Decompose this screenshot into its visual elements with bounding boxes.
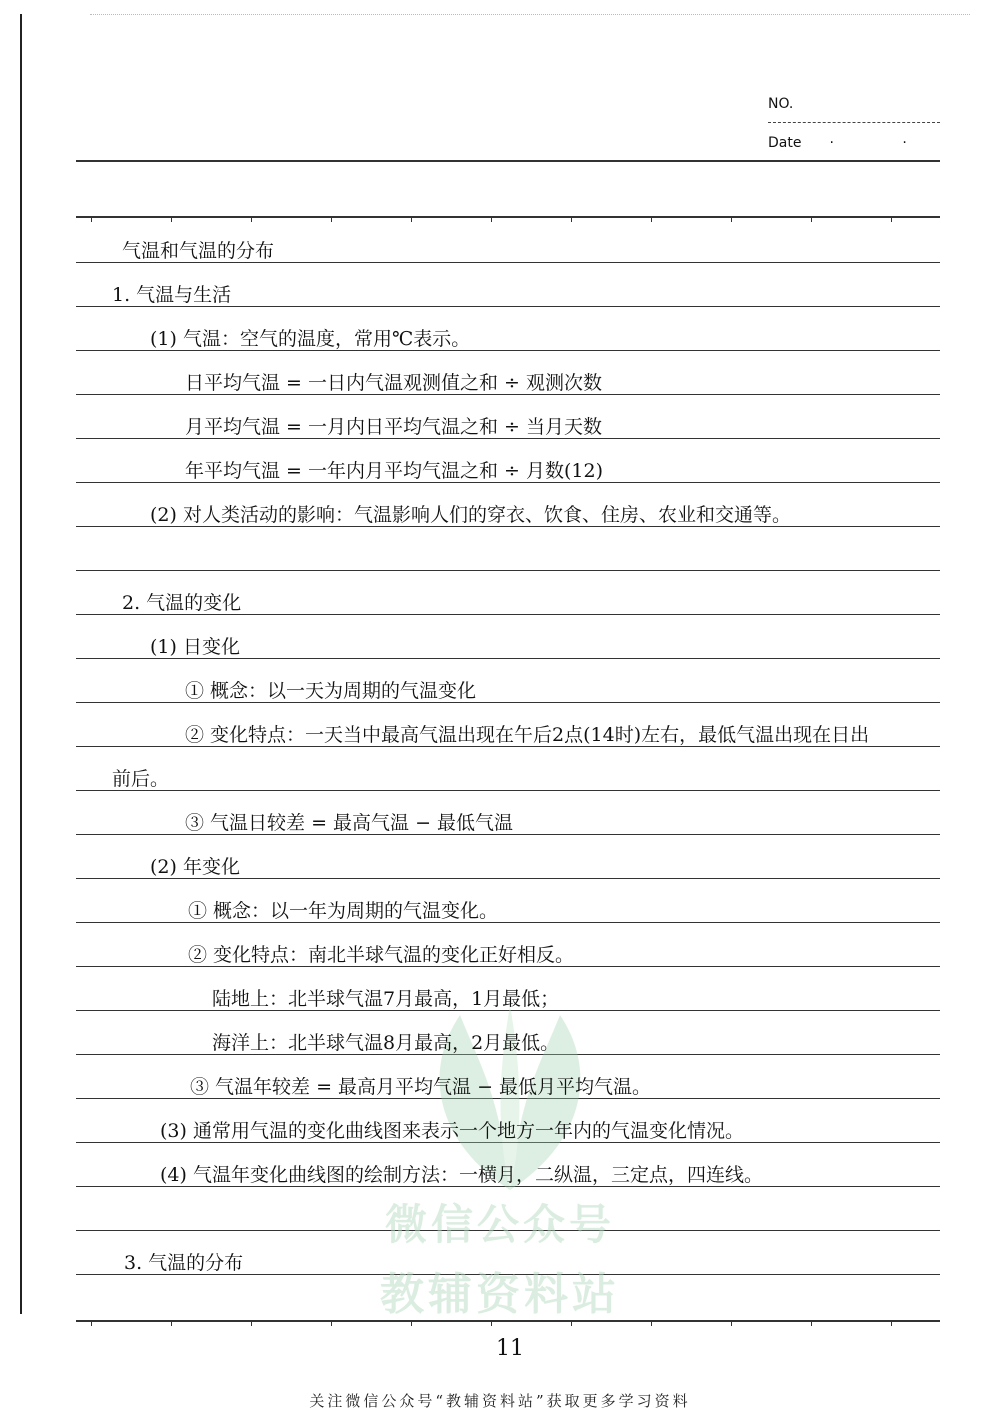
formula-line: ③ 气温日较差 = 最高气温 − 最低气温	[185, 812, 514, 834]
note-line: ② 变化特点：一天当中最高气温出现在午后2点(14时)左右，最低气温出现在日出	[185, 724, 870, 746]
note-line: ② 变化特点：南北半球气温的变化正好相反。	[188, 944, 575, 966]
ruled-line	[76, 306, 940, 307]
ruled-line	[76, 790, 940, 791]
date-dots: · ·	[829, 135, 939, 151]
subsection-heading: (1) 日变化	[150, 636, 240, 658]
ruled-line	[76, 482, 940, 483]
ruled-line	[76, 438, 940, 439]
ruled-line	[76, 262, 940, 263]
ruled-line	[76, 394, 940, 395]
formula-line: ③ 气温年较差 = 最高月平均气温 − 最低月平均气温。	[190, 1076, 652, 1098]
note-line: (1) 气温：空气的温度，常用℃表示。	[150, 328, 471, 350]
ruled-line	[76, 350, 940, 351]
date-field	[768, 135, 939, 151]
footer-note: 关注微信公众号“教辅资料站”获取更多学习资料	[309, 1392, 691, 1410]
section-heading: 2. 气温的变化	[122, 592, 242, 614]
note-line: 海洋上：北半球气温8月最高，2月最低。	[212, 1032, 560, 1054]
formula-line: 日平均气温 = 一日内气温观测值之和 ÷ 观测次数	[185, 372, 602, 394]
section-heading: 1. 气温与生活	[112, 284, 232, 306]
page-number: 11	[496, 1336, 524, 1361]
ruled-line	[76, 160, 940, 162]
no-label: NO.	[768, 96, 794, 112]
note-line: 陆地上：北半球气温7月最高，1月最低；	[212, 988, 560, 1010]
section-heading: 3. 气温的分布	[124, 1252, 244, 1274]
formula-line: 月平均气温 = 一月内日平均气温之和 ÷ 当月天数	[185, 416, 602, 438]
ruled-line	[76, 614, 940, 615]
subsection-heading: (2) 年变化	[150, 856, 240, 878]
ruled-line	[76, 834, 940, 835]
note-line: 前后。	[112, 768, 170, 790]
ruled-line	[76, 570, 940, 571]
left-margin-line	[20, 14, 22, 1314]
note-line: (2) 对人类活动的影响：气温影响人们的穿衣、饮食、住房、农业和交通等。	[150, 504, 791, 526]
ruled-line	[76, 966, 940, 967]
ruled-line	[76, 878, 940, 879]
formula-line: 年平均气温 = 一年内月平均气温之和 ÷ 月数(12)	[185, 460, 604, 482]
note-line: ① 概念：以一年为周期的气温变化。	[188, 900, 499, 922]
no-dashed-line	[768, 122, 940, 123]
ruled-line	[76, 526, 940, 527]
watermark-line-2: 教辅资料站	[380, 1269, 620, 1320]
ruled-line	[76, 746, 940, 747]
watermark-line-1: 微信公众号	[384, 1200, 615, 1249]
rule-ticks	[76, 216, 940, 222]
note-line: (3) 通常用气温的变化曲线图来表示一个地方一年内的气温变化情况。	[160, 1120, 744, 1142]
note-line: (4) 气温年变化曲线图的绘制方法：一横月，二纵温，三定点，四连线。	[160, 1164, 763, 1186]
ruled-line	[76, 922, 940, 923]
date-label: Date	[768, 135, 802, 151]
note-title: 气温和气温的分布	[122, 240, 275, 262]
top-dotted-border	[90, 14, 970, 15]
ruled-line	[76, 702, 940, 703]
note-line: ① 概念：以一天为周期的气温变化	[185, 680, 477, 702]
ruled-line	[76, 658, 940, 659]
